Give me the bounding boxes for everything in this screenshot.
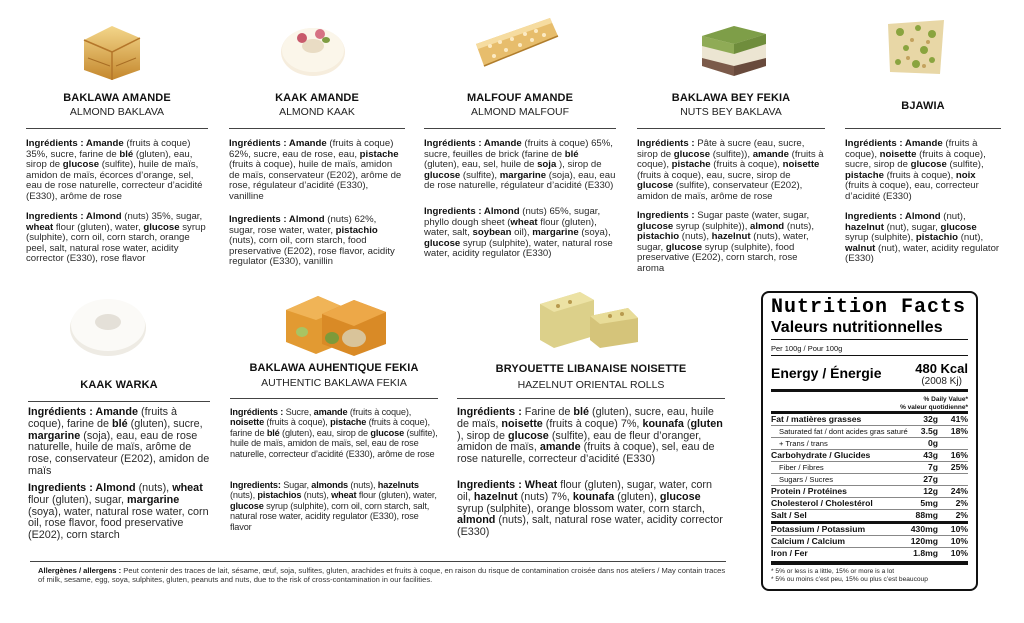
ingredients-en [845,212,1001,265]
allergen-highlight: wheat [331,490,357,501]
allergen-highlight: glucose [673,148,711,160]
ingredient-text: (gluten), sucre, eau, huile de maïs, [457,406,714,430]
ingredient-text: (sulfite), huile de maïs, amidon de maïs, sel, eau de rose naturelle, correcteur d’acidité (E330), arôme de rose [230,427,438,459]
ingredient-text: (fruits à coque), eau, sucre, sirop de [637,169,791,181]
ingredients-label: Ingrédients : [229,138,289,149]
divider [845,128,1001,129]
divider [771,339,968,340]
baklawa-bey-fekia-image [696,20,770,80]
ingredient-text: (fruits à coque), [347,407,412,417]
ingredients-label: Ingredients: [230,480,284,490]
ingredient-text: (nuts), [230,490,258,501]
allergen-highlight: Amande [95,406,138,418]
ingredient-text: ( [683,417,691,430]
nutrient-amount: 5mg [920,498,938,508]
allergen-highlight: walnut [845,242,876,254]
nutrition-title-fr: Valeurs nutritionnelles [771,319,943,336]
allergen-highlight: kounafa [642,417,684,430]
nutrition-title: Nutrition Facts [771,296,967,319]
ingredients-label: Ingrédients : [424,138,484,149]
malfouf-amande-image [470,14,562,74]
ingredient-text: (sulfite)), [710,148,753,160]
ingredient-text: syrup (sulphite), orange blossom water, corn starch, [457,502,705,515]
ingredients-label: Ingrédients : [637,138,698,149]
ingredients-label: Ingrédients : [230,407,286,417]
allergen-highlight: glucose [659,490,701,503]
product-name: BRYOUETTE LIBANAISE NOISETTE [495,363,687,375]
nutrient-daily-pct: 24% [950,486,968,496]
ingredients-fr [229,139,405,203]
ingredient-text: syrup (sulphite), water, natural rose water, acidity regulator (E330) [424,237,613,260]
ingredients-label: Ingrédients : [28,406,96,418]
nutrient-amount: 27g [923,474,938,484]
nutrition-rows [771,411,968,559]
allergen-highlight: glucose [424,237,461,249]
ingredients-fr [457,407,725,466]
product-subtitle: AUTHENTIC BAKLAWA FEKIA [261,377,407,389]
product-name: BJAWIA [901,100,945,112]
kaak-amande-image [278,16,348,80]
ingredient-text: flour (gluten), sugar, water, corn oil, [457,479,713,503]
nutrient-amount: 0g [927,438,938,448]
allergen-highlight: glucose [143,221,180,233]
allergen-highlight: pistachio [335,224,378,236]
allergen-text: Peut contenir des traces de lait, sésame, œuf, soja, sulfites, gluten, arachides et fruits à coque, en raison du risque de contamination croisée dans nos ateliers / May contain traces of milk, sesame, egg, soya, sulphites, gluten, peanuts and nuts, due to the risk of cross-contamination in our facilities. [38,566,726,584]
ingredient-text: (sulfite), huile de maïs, amidon de maïs, écorces d’orange, sel, eau de rose naturelle, correcteur d’acidité (E330), arôme de rose [26,159,203,202]
allergen-highlight: margarine [499,169,547,181]
allergen-highlight: blé [266,427,280,438]
nutrient-amount: 32g [923,414,938,424]
ingredient-text: flour (gluten), water, [53,221,144,233]
nutrient-amount: 430mg [910,524,938,534]
ingredient-text: (gluten), eau, sirop de [26,148,193,171]
ingredients-label: Ingredients : [845,211,905,222]
nutrient-daily-pct: 10% [950,548,968,558]
nutrition-row [771,437,968,449]
allergen-highlight: pistachios [257,490,302,501]
ingredient-text: (fruits à coque), [637,148,824,171]
allergen-highlight: hazelnut [845,221,884,233]
ingredients-en [637,211,825,275]
nutrition-row [771,411,968,425]
nutrition-footnote [771,568,968,583]
allergen-highlight: noix [955,169,976,181]
allergen-highlight: margarine [28,429,81,442]
ingredient-text: (nut), [940,211,966,222]
energy-label: Energy / Énergie [771,365,882,381]
allergen-highlight: glucose [424,169,461,181]
ingredient-text: (fruits à coque), farine de [230,417,430,438]
ingredients-label: Ingredients : [28,482,96,494]
allergen-divider [30,561,726,562]
ingredient-text: (nuts), [784,220,815,232]
allergen-highlight: pistache [845,169,884,181]
ingredients-fr [26,139,208,203]
ingredient-text: syrup (sulphite)), [673,220,751,232]
ingredients-fr [637,139,825,203]
nutrient-name: Calcium / Calcium [771,536,846,546]
allergen-highlight: noisette [879,148,917,160]
ingredients-label: Ingredients : [457,479,525,491]
ingredient-text: syrup (sulphite), food preservative (E202), corn starch, rose aroma [637,241,798,274]
ingredient-text: oil), [511,227,533,239]
allergen-highlight: Amande [85,138,124,149]
nutrient-daily-pct: 2% [955,498,968,508]
nutrient-amount: 3.5g [920,426,938,436]
product-name: BAKLAWA AMANDE [63,92,171,104]
allergen-highlight: amande [313,407,348,417]
allergen-highlight: noisette [230,417,265,428]
nutrient-daily-pct: 41% [950,414,968,424]
nutrient-amount: 1.8mg [913,548,938,558]
nutrient-daily-pct: 10% [950,524,968,534]
ingredients-en [229,215,405,268]
ingredient-text: (fruits à coque), huile de maïs, amidon de maïs, conservateur (E202), arôme de rose, régulateur d’acidité (E330), vanilline [229,159,402,202]
allergen-highlight: Almond [85,211,122,222]
allergen-highlight: almonds [311,480,348,490]
allergen-highlight: hazelnut [711,231,751,243]
allergen-highlight: almond [750,220,785,232]
divider [637,128,825,129]
ingredient-text: ), sirop de [457,429,509,442]
energy-kcal: 480 Kcal [915,361,968,376]
ingredient-text: syrup (sulphite), [845,232,916,244]
allergen-notice [38,566,726,584]
daily-value-fr: % valeur quotidienne* [900,403,968,411]
allergen-highlight: wheat [26,221,54,233]
nutrient-name: Salt / Sel [771,510,807,520]
allergen-highlight: glucose [230,500,264,511]
nutrient-daily-pct: 16% [950,450,968,460]
ingredients-fr [28,407,210,478]
ingredient-text: (soya), water, natural rose water, corn oil, rose flavor, food preservative (E202), corn starch [28,505,209,542]
ingredient-text: (fruits à coque) 7%, [542,417,643,430]
allergen-highlight: Almond [95,482,136,494]
allergen-highlight: glucose [637,180,674,192]
ingredient-text: (fruits à coque), [883,169,956,181]
ingredient-text: (fruits à coque) 65%, sucre, feuilles de brick (farine de [424,138,613,160]
ingredient-text: (nuts), [301,490,332,501]
nutrition-row [771,449,968,461]
baklawa-authentique-fekia-image [282,286,390,358]
divider [771,389,968,392]
ingredients-label: Ingredients : [424,206,484,217]
allergen-highlight: glucose [910,159,947,171]
ingredients-label: Ingredients : [26,211,86,222]
ingredient-text: syrup (sulphite), corn oil, corn starch, orange peel, salt, natural rose water, acidity corrector (E330), rose flavor [26,221,206,265]
allergen-highlight: blé [112,417,128,430]
allergen-highlight: glucose [508,429,549,442]
ingredients-en [424,207,616,260]
bryouette-libanaise-noisette-image [536,286,640,350]
ingredient-text: (soja), eau, eau de rose naturelle, régulateur d’acidité (E330) [424,169,616,192]
divider [457,398,725,399]
ingredients-en [28,483,210,542]
allergen-highlight: gluten [690,417,723,430]
footnote-en: * 5% or less is a little, 15% or more is a lot [771,568,895,575]
divider [230,398,438,399]
nutrient-daily-pct: 18% [950,426,968,436]
allergen-highlight: margarine [127,493,180,506]
allergen-highlight: pistache [359,148,399,160]
ingredient-text: (soya), [578,227,611,239]
ingredient-text: (fruits à coque), [845,138,978,160]
ingredients-label: Ingredients : [229,214,289,225]
allergen-highlight: glucose [370,427,405,438]
ingredient-text: (nut), [958,232,984,244]
ingredient-text: (soja), eau, eau de rose naturelle, huile de maïs, arôme de rose, conservateur (E202), amidon de maïs [28,429,210,477]
ingredient-text: (sulfite), eau de fleur d’oranger, amidon de maïs, [457,429,702,454]
allergen-highlight: glucose [637,220,674,232]
ingredient-text: (nuts), salt, natural rose water, acidity corrector (E330) [457,514,723,539]
allergen-highlight: Almond [904,211,941,222]
nutrition-row [771,521,968,535]
ingredient-text: flour (gluten), sugar, [28,493,128,506]
ingredient-text: flour (gluten), water, salt, [424,216,597,239]
ingredient-text: (nuts), [135,482,173,494]
allergen-highlight: glucose [62,159,100,171]
allergen-highlight: blé [564,148,579,160]
ingredient-text: (nuts) 65%, sugar, phyllo dough sheet ( [424,206,601,228]
nutrient-name: Fat / matières grasses [771,414,862,424]
nutrient-name: Iron / Fer [771,548,808,558]
ingredients-fr [230,407,438,459]
ingredient-text: (gluten), eau, sel, huile de [424,159,538,171]
product-name: KAAK WARKA [80,379,158,391]
ingredient-text: (fruits à coque), eau, correcteur d’acidité (E330) [845,180,979,202]
ingredient-text: (nuts) 35%, sugar, [121,211,203,222]
nutrient-amount: 12g [923,486,938,496]
ingredients-label: Ingredients : [637,210,698,221]
divider [26,128,208,129]
nutrient-name: + Trans / trans [779,439,828,448]
nutrient-daily-pct: 10% [950,536,968,546]
bjawia-image [884,16,950,80]
ingredients-label: Ingrédients : [845,138,905,149]
allergen-highlight: pistache [671,159,711,171]
allergen-highlight: kounafa [572,490,615,503]
ingredients-label: Ingrédients : [457,406,525,418]
allergen-highlight: Amande [483,138,522,149]
ingredients-en [26,212,208,265]
allergen-highlight: pistachio [915,232,959,244]
allergen-highlight: Almond [483,206,520,217]
ingredient-text: (nuts), [679,231,712,243]
nutrition-row [771,485,968,497]
nutrient-name: Protein / Protéines [771,486,847,496]
allergen-highlight: wheat [172,482,203,494]
allergen-highlight: Almond [288,214,325,225]
nutrition-row [771,425,968,437]
nutrient-name: Carbohydrate / Glucides [771,450,871,460]
divider [771,561,968,565]
allergen-highlight: soja [537,159,557,171]
ingredient-text: ), sirop de [556,159,602,171]
ingredient-text: (fruits à coque) 35%, sucre, farine de [26,138,191,160]
ingredient-text: (fruits à coque), farine de [28,406,177,430]
allergen-highlight: glucose [940,221,977,233]
divider [28,401,210,402]
nutrient-name: Sugars / Sucres [779,475,834,484]
divider [771,355,968,356]
nutrient-amount: 120mg [910,536,938,546]
nutrient-name: Fiber / Fibres [779,463,824,472]
serving-size: Per 100g / Pour 100g [771,344,843,353]
ingredient-text: (gluten), [614,490,660,503]
allergen-highlight: amande [539,441,581,454]
nutrition-row [771,461,968,473]
daily-value-header [771,396,968,411]
ingredient-text: (gluten), sucre, [127,417,203,430]
ingredient-text: (fruits à coque), sel, eau de rose naturelle, correcteur d’acidité (E330) [457,441,715,466]
nutrient-amount: 43g [923,450,938,460]
ingredient-text: Sucre, [285,407,314,417]
nutrition-facts-panel [761,291,978,591]
ingredient-text: flour (gluten), water, [356,490,437,501]
product-name: MALFOUF AMANDE [466,92,574,104]
allergen-highlight: almond [457,514,496,527]
ingredient-text: (nuts), water, sugar, [637,231,809,253]
ingredient-text: (fruits à coque), [710,159,783,171]
nutrient-amount: 7g [927,462,938,472]
allergen-highlight: blé [573,406,590,418]
ingredients-en [230,480,438,532]
ingredient-text: (nut), sugar, [883,221,941,233]
nutrition-row [771,535,968,547]
allergen-highlight: Wheat [524,479,558,491]
nutrient-daily-pct: 2% [955,510,968,520]
allergen-highlight: amande [752,148,789,160]
product-subtitle: ALMOND KAAK [279,106,355,118]
allergen-highlight: Amande [288,138,327,149]
allergen-highlight: margarine [532,227,579,239]
allergen-highlight: noisette [782,159,820,171]
ingredient-text: syrup (sulphite), corn oil, corn starch, salt, natural rose water, acidity regulator (E330), rose flavor [230,500,430,532]
allergen-highlight: blé [119,148,134,160]
nutrient-name: Potassium / Potassium [771,524,866,534]
ingredient-text: Pâte à sucre (eau, sucre, sirop de [637,138,805,160]
ingredients-en [457,480,725,539]
nutrition-row [771,497,968,509]
allergen-highlight: hazelnuts [377,480,419,490]
product-subtitle: ALMOND BAKLAVA [69,106,165,118]
ingredient-text: (fruits à coque), [264,417,331,428]
allergen-highlight: glucose [665,241,703,253]
nutrient-amount: 88mg [915,510,938,520]
energy-row [771,361,968,387]
product-subtitle: NUTS BEY BAKLAVA [680,106,782,118]
allergen-highlight: hazelnut [473,490,518,503]
footnote-fr: * 5% ou moins c’est peu, 15% ou plus c’est beaucoup [771,575,928,583]
ingredient-text: (gluten), eau, sirop de [279,427,371,438]
allergen-highlight: Amande [904,138,943,149]
nutrition-row [771,547,968,559]
ingredient-text: Sugar paste (water, sugar, [697,210,810,221]
ingredient-text: (nuts) 7%, [517,490,573,503]
ingredient-text: (sulfite), conservateur (E202), amidon de maïs, arôme de rose [637,180,803,202]
ingredient-text: (nuts) 62%, sugar, rose water, water, [229,214,377,236]
ingredient-text: (fruits à coque) 62%, sucre, eau de rose, eau, [229,138,394,160]
kaak-warka-image [66,290,150,360]
nutrient-name: Cholesterol / Cholestérol [771,498,873,508]
product-name: BAKLAWA BEY FEKIA [671,92,791,104]
product-subtitle: HAZELNUT ORIENTAL ROLLS [517,379,665,391]
product-name: BAKLAWA AUHENTIQUE FEKIA [249,362,419,374]
allergen-highlight: soybean [472,227,512,239]
ingredients-label: Ingrédients : [26,138,86,149]
ingredients-fr [424,139,616,192]
allergen-label: Allergènes / allergens : [38,566,122,575]
nutrient-daily-pct: 25% [950,462,968,472]
divider [424,128,616,129]
ingredient-text: (nut), water, acidity regulator (E330) [845,242,1000,265]
ingredient-text: Farine de [524,406,574,418]
allergen-highlight: pistache [330,417,367,428]
allergen-highlight: noisette [501,417,543,430]
ingredient-text: Sugar, [283,480,312,490]
ingredient-text: (nuts), [348,480,378,490]
nutrient-name: Saturated fat / dont acides gras saturé [779,427,908,436]
allergen-highlight: pistachio [637,231,680,243]
ingredient-text: (nuts), corn oil, corn starch, food preservative (E202), rose flavor, acidity regulator (E330), vanillin [229,235,395,268]
divider [229,128,405,129]
baklawa-amande-image [76,18,148,84]
nutrition-row [771,509,968,521]
product-name: KAAK AMANDE [275,92,359,104]
ingredient-text: (sulfite), [946,159,984,171]
energy-kj: (2008 Kj) [921,376,962,387]
product-subtitle: ALMOND MALFOUF [470,106,569,118]
ingredients-fr [845,139,1001,203]
allergen-highlight: wheat [510,216,538,228]
nutrition-row [771,473,968,485]
ingredient-text: (sulfite), [460,169,500,181]
ingredient-text: (fruits à coque), sucre, sirop de [845,148,986,171]
daily-value-en: % Daily Value* [923,396,968,403]
